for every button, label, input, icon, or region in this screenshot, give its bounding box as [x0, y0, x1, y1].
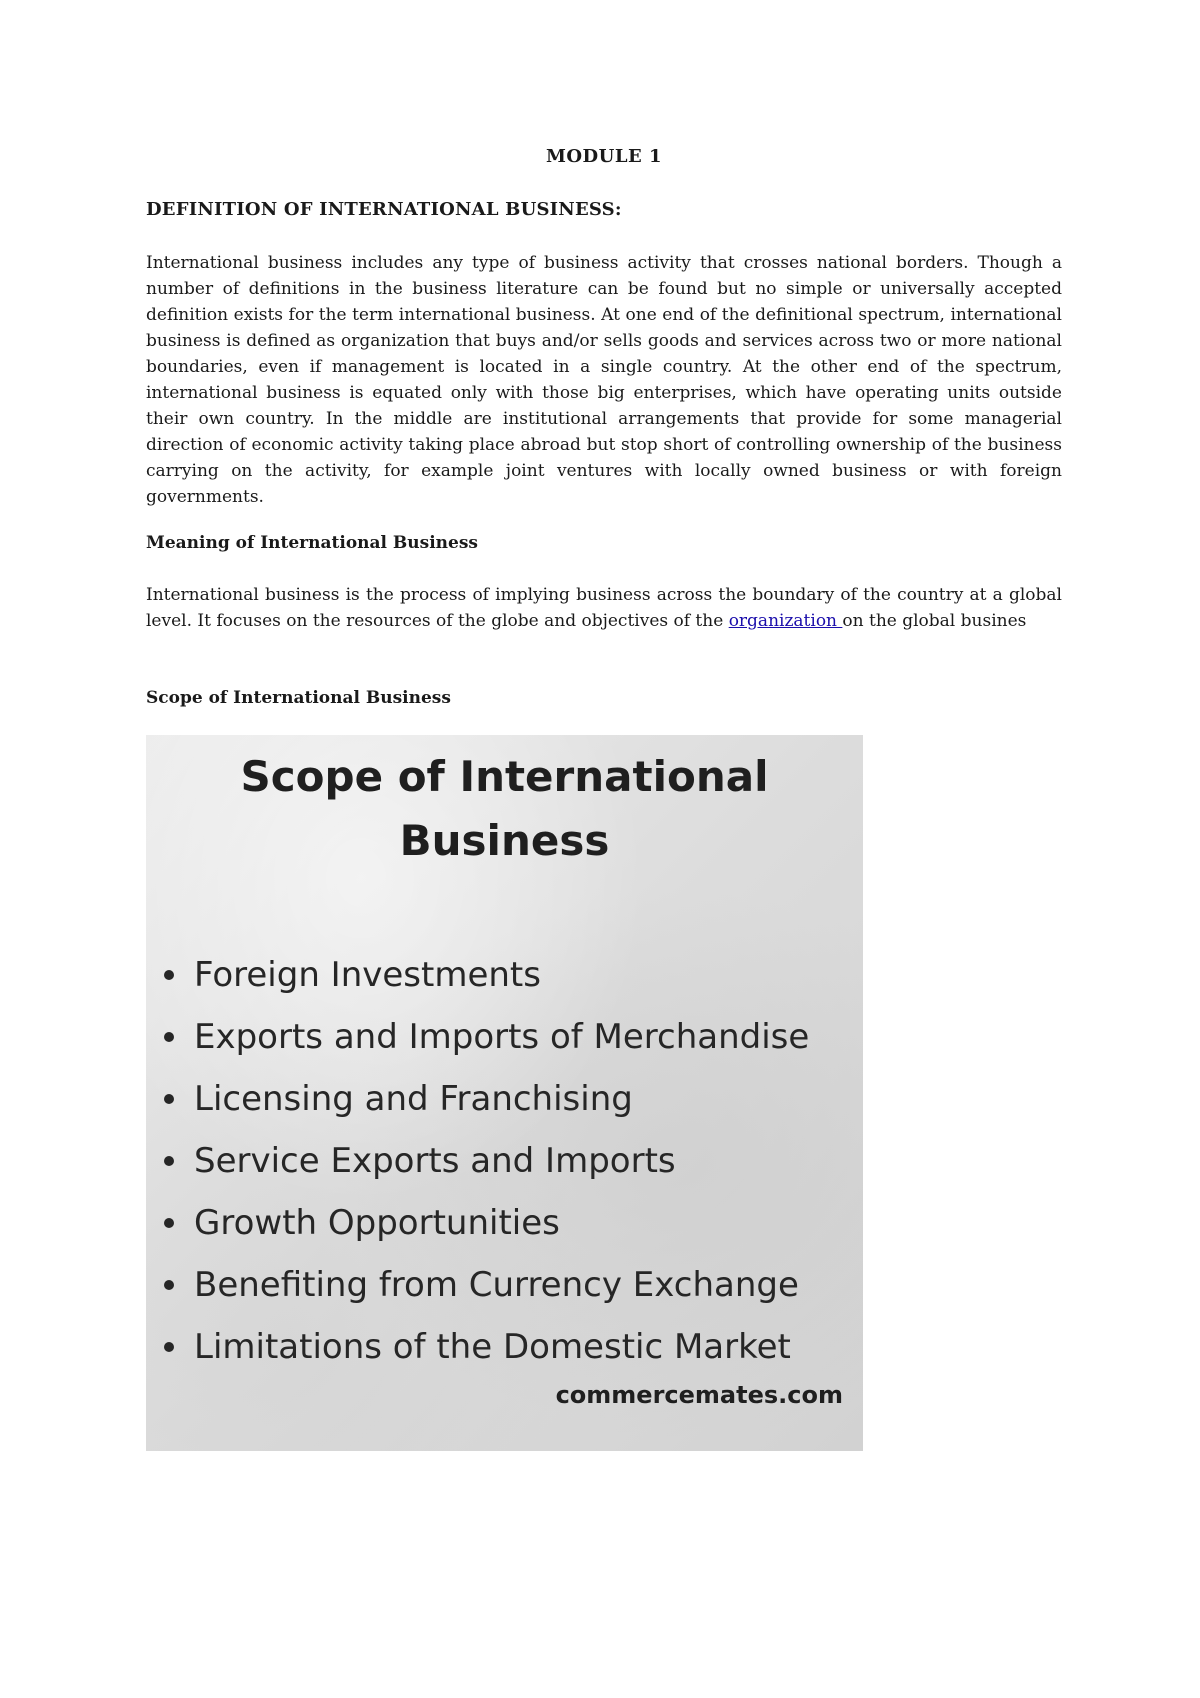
- definition-paragraph: International business includes any type of business activity that crosses national borders. Though a number of definitions in the business literature can be found but no simple or universally accepted definition exists for the term international business. At one end of the definitional spectrum, international business is defined as organization that buys and/or sells goods and services across two or more national boundaries, even if management is located in a single country. At the other end of the spectrum, international business is equated only with those big enterprises, which have operating units outside their own country. In the middle are institutional arrangements that provide for some managerial direction of economic activity taking place abroad but stop short of controlling ownership of the business carrying on the activity, for example joint ventures with locally owned business or with foreign governments.: [146, 253, 1062, 507]
- scope-heading: Scope of International Business: [146, 688, 451, 708]
- bullet-icon: [164, 1094, 174, 1104]
- scope-list-item: [164, 1068, 809, 1130]
- scope-list-item-label: Service Exports and Imports: [194, 1141, 676, 1181]
- module-title: MODULE 1: [545, 146, 663, 167]
- scope-list-item-label: Exports and Imports of Merchandise: [194, 1017, 810, 1057]
- scope-list-item-label: Growth Opportunities: [194, 1203, 560, 1243]
- scope-list-item-label: Licensing and Franchising: [194, 1079, 633, 1119]
- bullet-icon: [164, 1280, 174, 1290]
- scope-list: [164, 944, 809, 1378]
- scope-list-item: [164, 1254, 809, 1316]
- definition-heading: DEFINITION OF INTERNATIONAL BUSINESS:: [146, 199, 622, 220]
- scope-image-title: [146, 745, 863, 873]
- scope-infographic-image: [146, 735, 863, 1451]
- scope-list-item: [164, 1130, 809, 1192]
- bullet-icon: [164, 1342, 174, 1352]
- meaning-heading: Meaning of International Business: [146, 533, 478, 553]
- image-source-watermark: commercemates.com: [555, 1381, 843, 1409]
- organization-link[interactable]: organization: [728, 611, 843, 631]
- bullet-icon: [164, 1156, 174, 1166]
- scope-list-item: [164, 1192, 809, 1254]
- meaning-text-before-link: International business is the process of implying business across the boundary of the country at a global level. It focuses on the resources of the globe and objectives of the: [146, 585, 1062, 631]
- scope-list-item: [164, 1316, 809, 1378]
- meaning-paragraph: [146, 582, 1062, 634]
- bullet-icon: [164, 1218, 174, 1228]
- scope-list-item-label: Foreign Investments: [194, 955, 541, 995]
- scope-list-item-label: Benefiting from Currency Exchange: [194, 1265, 799, 1305]
- scope-image-title-line2: Business: [399, 816, 610, 865]
- bullet-icon: [164, 970, 174, 980]
- scope-list-item: [164, 1006, 809, 1068]
- scope-image-title-line1: Scope of International: [240, 752, 769, 801]
- meaning-text-after-link: on the global busines: [842, 611, 1027, 631]
- scope-list-item: [164, 944, 809, 1006]
- bullet-icon: [164, 1032, 174, 1042]
- scope-list-item-label: Limitations of the Domestic Market: [194, 1327, 791, 1367]
